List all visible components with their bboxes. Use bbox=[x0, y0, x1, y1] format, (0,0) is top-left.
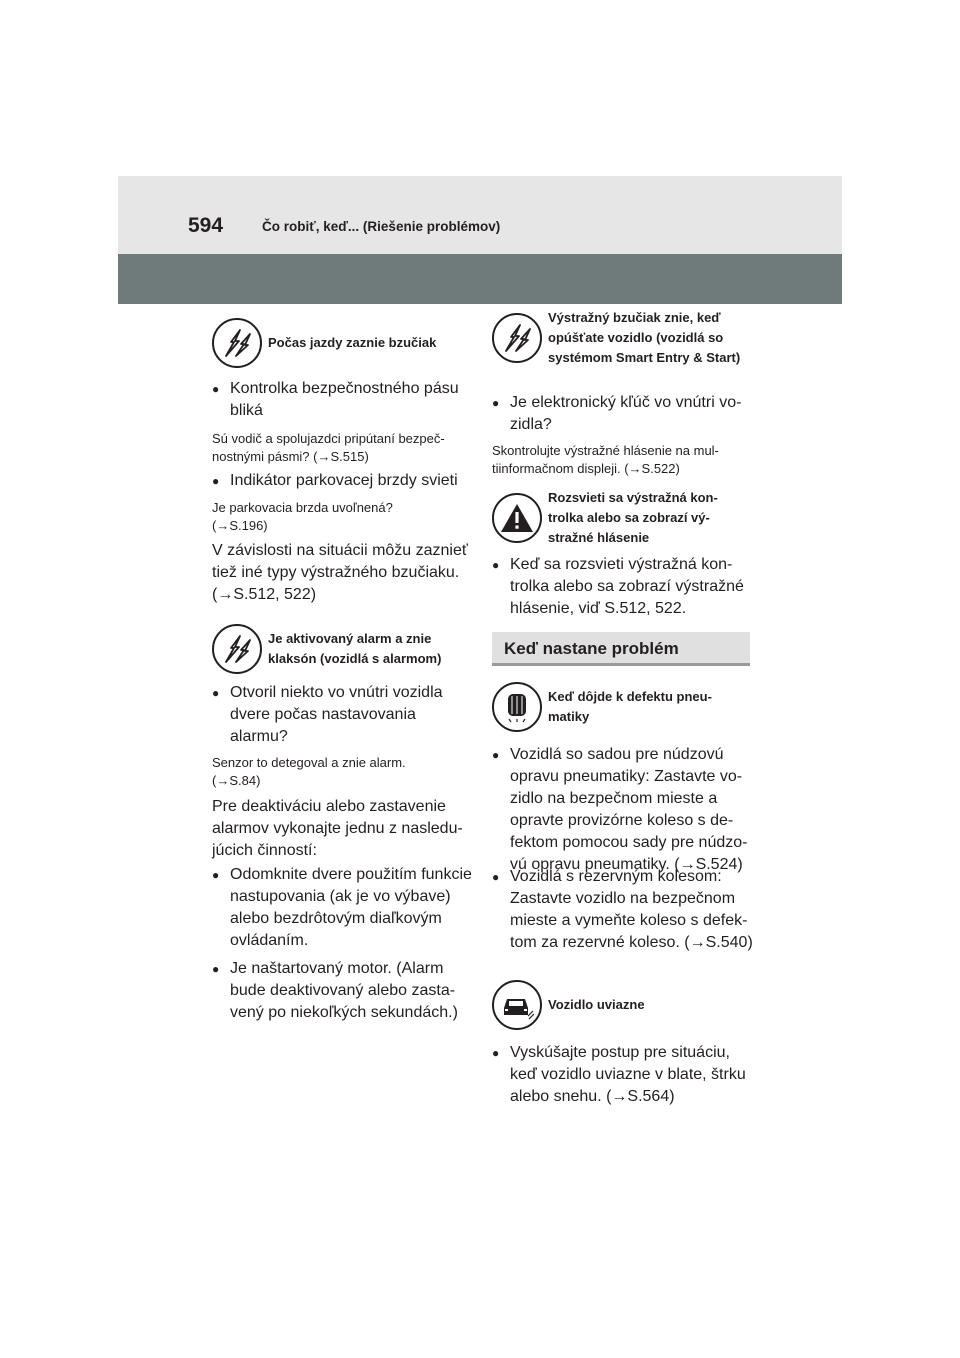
section-title: Keď nastane problém bbox=[504, 639, 679, 658]
flat-tire-icon bbox=[492, 682, 542, 732]
list-item: ● Vozidlá s rezervným kolesom: Zastavte vozidlo na bezpečnom mieste a vymeňte koleso s defek-tom za rezervné koleso. (→S.540) bbox=[492, 866, 754, 954]
heading-label: Rozsvieti sa výstražná kon-trolka alebo sa zobrazí vý-stražné hlásenie bbox=[548, 490, 718, 545]
list-item: ● Odomknite dvere použitím funkcie nastupovania (ak je vo výbave) alebo bezdrôtovým diaľkovým ovládaním. bbox=[212, 864, 474, 952]
list-item: ● Indikátor parkovacej brzdy svieti bbox=[212, 470, 474, 492]
buzzer-driving-heading bbox=[212, 318, 468, 368]
flat-tire-heading bbox=[492, 682, 748, 732]
list-item: ● Vyskúšajte postup pre situáciu, keď vozidlo uviazne v blate, štrku alebo snehu. (→S.564) bbox=[492, 1042, 754, 1108]
section-heading bbox=[492, 632, 750, 666]
lightning-icon bbox=[212, 318, 262, 368]
list-item: ● Je elektronický kľúč vo vnútri vo-zidla? bbox=[492, 392, 747, 436]
list-item: ● Kontrolka bezpečnostného pásu bliká bbox=[212, 378, 474, 422]
warning-heading bbox=[492, 488, 748, 548]
alarm-heading bbox=[212, 624, 468, 674]
warning-triangle-icon bbox=[492, 493, 542, 543]
buzzer-leaving-heading bbox=[492, 308, 753, 368]
header-bar bbox=[118, 176, 842, 254]
heading-label: Keď dôjde k defektu pneu-matiky bbox=[548, 689, 712, 724]
note-text: Sú vodič a spolujazdci pripútaní bezpeč-nostnými pásmi? (→S.515) bbox=[212, 431, 445, 464]
stuck-heading bbox=[492, 980, 748, 1030]
note-text: Je parkovacia brzda uvoľnená? (→S.196) bbox=[212, 500, 393, 533]
note-text: Senzor to detegoval a znie alarm. (→S.84) bbox=[212, 755, 406, 788]
lightning-icon bbox=[492, 313, 542, 363]
list-item: ● Je naštartovaný motor. (Alarm bude deaktivovaný alebo zasta-vený po niekoľkých sekundách.) bbox=[212, 958, 474, 1024]
heading-label: Výstražný bzučiak znie, keď opúšťate vozidlo (vozidlá so systémom Smart Entry & Start) bbox=[548, 310, 741, 365]
note-text: Skontrolujte výstražné hlásenie na mul-tiinformačnom displeji. (→S.522) bbox=[492, 443, 719, 476]
stuck-car-icon bbox=[492, 980, 542, 1030]
chapter-title: Čo robiť, keď... (Riešenie problémov) bbox=[262, 219, 501, 234]
page-number: 594 bbox=[188, 214, 224, 237]
paragraph: V závislosti na situácii môžu zaznieť tiež iné typy výstražného bzučiaku. (→S.512, 522) bbox=[212, 542, 468, 603]
list-item: ● Vozidlá so sadou pre núdzovú opravu pneumatiky: Zastavte vo-zidlo na bezpečnom mieste a opravte provizórne koleso s de-fektom pomocou sady pre núdzo-vú opravu pneumatiky. (→S.524) bbox=[492, 744, 754, 876]
header-band bbox=[118, 254, 842, 304]
list-item: ● Keď sa rozsvieti výstražná kon-trolka alebo sa zobrazí výstražné hlásenie, viď S.512, 522. bbox=[492, 554, 754, 620]
list-item: ● Otvoril niekto vo vnútri vozidla dvere počas nastavovania alarmu? bbox=[212, 682, 462, 748]
heading-label: Je aktivovaný alarm a znie klaksón (vozidlá s alarmom) bbox=[268, 631, 442, 666]
lightning-icon bbox=[212, 624, 262, 674]
heading-label: Počas jazdy zaznie bzučiak bbox=[268, 335, 437, 350]
paragraph: Pre deaktiváciu alebo zastavenie alarmov vykonajte jednu z nasledu-júcich činností: bbox=[212, 798, 463, 859]
heading-label: Vozidlo uviazne bbox=[548, 997, 645, 1012]
